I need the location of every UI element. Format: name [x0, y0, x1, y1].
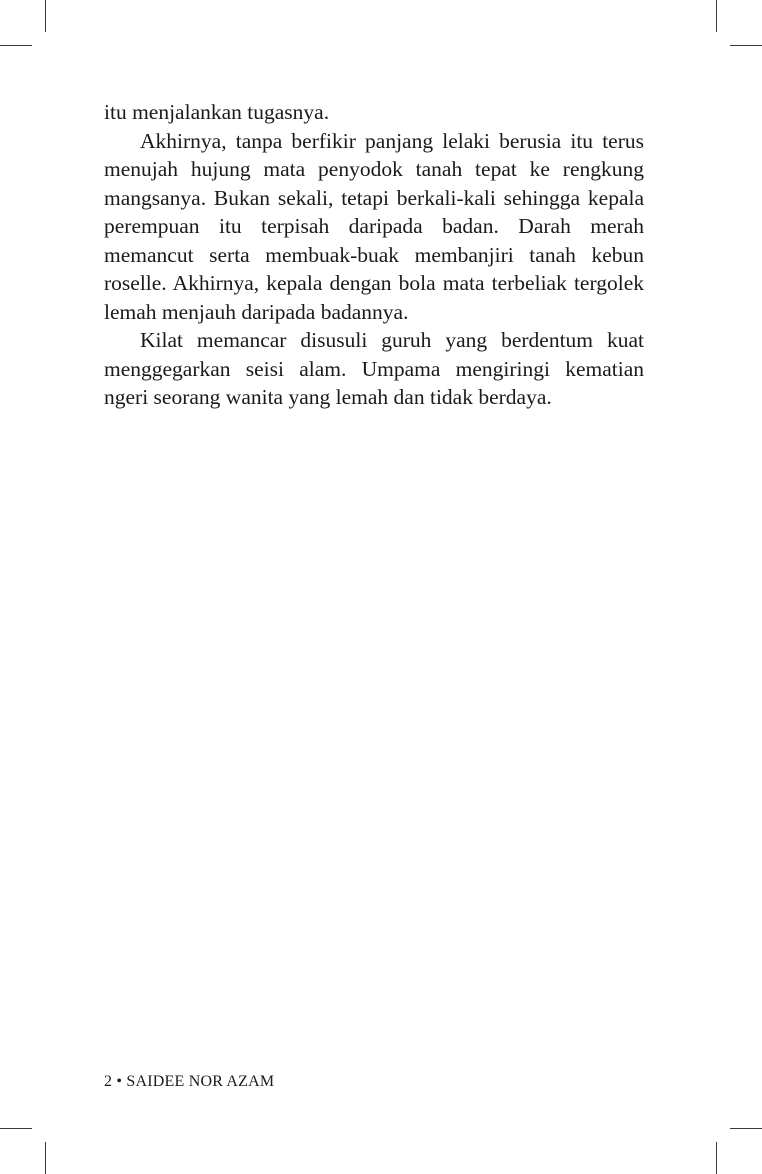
page-footer — [104, 1072, 274, 1092]
paragraph-continued: itu menjalankan tugasnya. — [104, 100, 330, 124]
crop-mark-bottom-left-vertical — [45, 1142, 46, 1174]
crop-mark-bottom-right-vertical — [716, 1142, 717, 1174]
crop-mark-top-right-horizontal — [730, 45, 762, 46]
author-name: SAIDEE NOR AZAM — [126, 1073, 275, 1090]
crop-mark-top-right-vertical — [716, 0, 717, 32]
paragraph: Akhirnya, tanpa berfikir panjang lelaki berusia itu terus menujah hujung mata penyodok tanah tepat ke rengkung mangsanya. Bukan sekali, tetapi berkali-kali sehingga kepala perempuan itu terpisah daripada badan. Darah merah memancut serta membuak-buak membanjiri tanah kebun roselle. Akhirnya, kepala dengan bola mata terbeliak tergolek lemah menjauh daripada badannya. — [104, 128, 644, 324]
crop-mark-bottom-right-horizontal — [730, 1128, 762, 1129]
crop-mark-bottom-left-horizontal — [0, 1128, 32, 1129]
crop-mark-top-left-vertical — [45, 0, 46, 32]
page-number: 2 — [104, 1073, 113, 1090]
body-text — [104, 98, 644, 412]
footer-separator: • — [116, 1073, 123, 1090]
crop-mark-top-left-horizontal — [0, 45, 32, 46]
paragraph: Kilat memancar disusuli guruh yang berdentum kuat menggegarkan seisi alam. Umpama mengiringi kematian ngeri seorang wanita yang lemah dan tidak berdaya. — [104, 328, 644, 409]
